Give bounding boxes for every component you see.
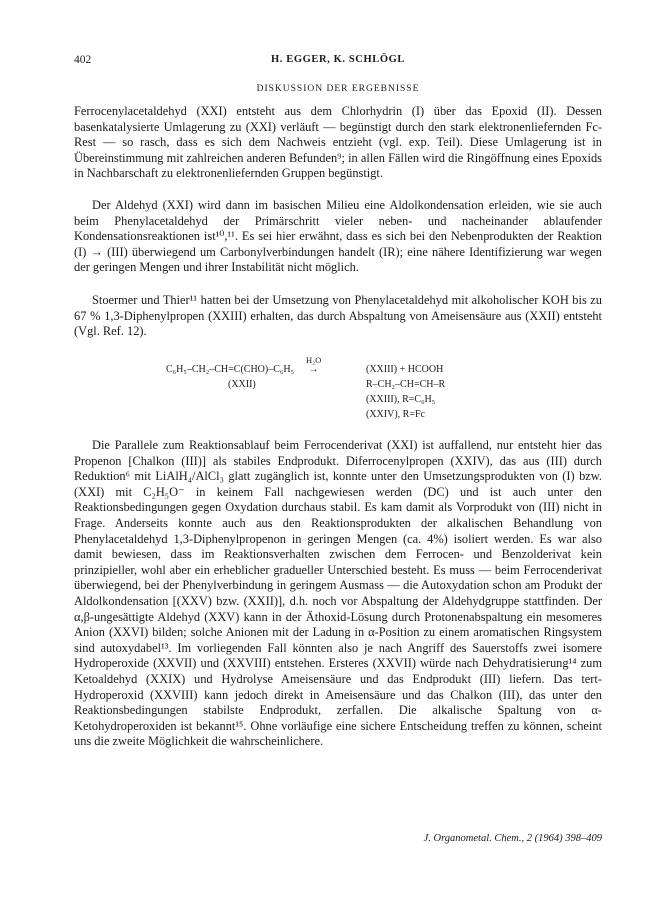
- product-line-2: R–CH₂–CH=CH–R: [366, 379, 446, 390]
- product-line-4: (XXIV), R=Fc: [366, 409, 425, 420]
- reaction-arrow: H₂O →: [297, 362, 331, 377]
- paragraph-4: Die Parallele zum Reaktionsablauf beim Ferrocenderivat (XXI) ist auffallend, nur entsteht hier das Propenon [Chalkon (III)] als stabiles Endprodukt. Diferrocenylpropen (XXIV), das aus (III) durch Reduktion⁶ mit LiAlH₄/AlCl₃ glatt zugänglich ist, konnte unter den Umsetzungsprodukten von (I) bzw. (XXI) mit C₂H₅O⁻ in keinem Fall nachgewiesen werden (DC) und ist auch unter den Reaktionsbedingungen gegen Oxydation durchaus stabil. Es kam damit als Vorprodukt von (III) nicht in Frage. Anderseits konnte auch aus den Reaktionsprodukten der alkalischen Behandlung von Phenylacetaldehyd 1,3-Diphenylpropenon in geringen Mengen (ca. 4%) isoliert werden. Es war also damit bewiesen, dass im Reaktionsverhalten zwischen dem Ferrocen- und Benzolderivat kein prinzipieller, wohl aber ein erheblicher gradueller Unterschied besteht. Es muss — beim Ferrocenderivat überwiegend, bei der Phenylverbindung in geringem Ausmass — die Autoxydation schon am Produkt der Aldolkondensation [(XXV) bzw. (XXII)], d.h. noch vor Abspaltung der Aldehydgruppe stattfinden. Der α,β-ungesättigte Aldehyd (XXV) kann in der Äthoxid-Lösung durch Protonenabspaltung ein mesomeres Anion (XXVI) bilden; solche Anionen mit der Ladung in α-Position zu einem aromatischen Ringsystem sind autoxydabel¹³. Im vorliegenden Fall könnten also je nach Angriff des Sauerstoffs zwei isomere Hydroperoxide (XXVII) und (XXVIII) entstehen. Ersteres (XXVII) würde nach Dehydratisierung¹⁴ zum Ketoaldehyd (XXIX) und Hydrolyse Ameisensäure und das Endprodukt (III) liefern. Das tert-Hydroperoxid (XXVIII) kann jedoch direkt in Ameisensäure und das Chalkon (III), das unter den Reaktionsbedingungen stabilste Endprodukt, zerfallen. Die alkalische Spaltung von α-Ketohydroperoxiden ist bekannt¹⁵. Ohne vorläufige eine sichere Entscheidung treffen zu können, scheint uns die zweite Möglichkeit die wahrscheinlichere.: [74, 438, 602, 749]
- product-line-3: (XXIII), R=C₆H₅: [366, 394, 436, 405]
- running-header: [74, 54, 602, 70]
- paragraph-3: Stoermer und Thier¹¹ hatten bei der Umsetzung von Phenylacetaldehyd mit alkoholischer KOH bis zu 67 % 1,3-Diphenylpropen (XXIII) erhalten, das durch Abspaltung von Ameisensäure aus (XXII) entsteht (Vgl. Ref. 12).: [74, 293, 602, 339]
- page-number: 402: [74, 54, 92, 66]
- running-authors: H. EGGER, K. SCHLÖGL: [271, 54, 405, 65]
- section-title: DISKUSSION DER ERGEBNISSE: [256, 84, 420, 94]
- paragraph-1: Ferrocenylacetaldehyd (XXI) entsteht aus dem Chlorhydrin (I) über das Epoxid (II). Dessen basenkatalysierte Umlagerung zu (XXI) verläuft — begünstigt durch den stark elektronenliefernden Fc-Rest — so rasch, dass es sich dem Nachweis entzieht (vgl. exp. Teil). Diese Umlagerung ist in Übereinstimmung mit zahlreichen anderen Befunden⁹; in allen Fällen wird die Ringöffnung eines Epoxids in Nachbarschaft zu elektronenliefernden Gruppen begünstigt.: [74, 104, 602, 181]
- journal-citation: J. Organometal. Chem., 2 (1964) 398–409: [423, 833, 602, 844]
- reactant-label: (XXII): [228, 379, 256, 390]
- product-line-1: (XXIII) + HCOOH: [366, 364, 444, 375]
- reactant-formula: C₆H₅–CH₂–CH=C(CHO)–C₆H₅: [166, 364, 295, 375]
- paragraph-2: Der Aldehyd (XXI) wird dann im basischen Milieu eine Aldolkondensation erleiden, wie sie auch beim Phenylacetaldehyd der Primärschritt vieler neben- und nacheinander ablaufender Kondensationsreaktionen ist¹⁰,¹¹. Es sei hier erwähnt, dass es sich bei den Nebenprodukten der Reaktion (I) → (III) überwiegend um Carbonylverbindungen handelt (IR); eine nähere Identifizierung war wegen der geringen Mengen und ihrer Instabilität nicht möglich.: [74, 198, 602, 275]
- reagent-label: H₂O: [305, 355, 322, 365]
